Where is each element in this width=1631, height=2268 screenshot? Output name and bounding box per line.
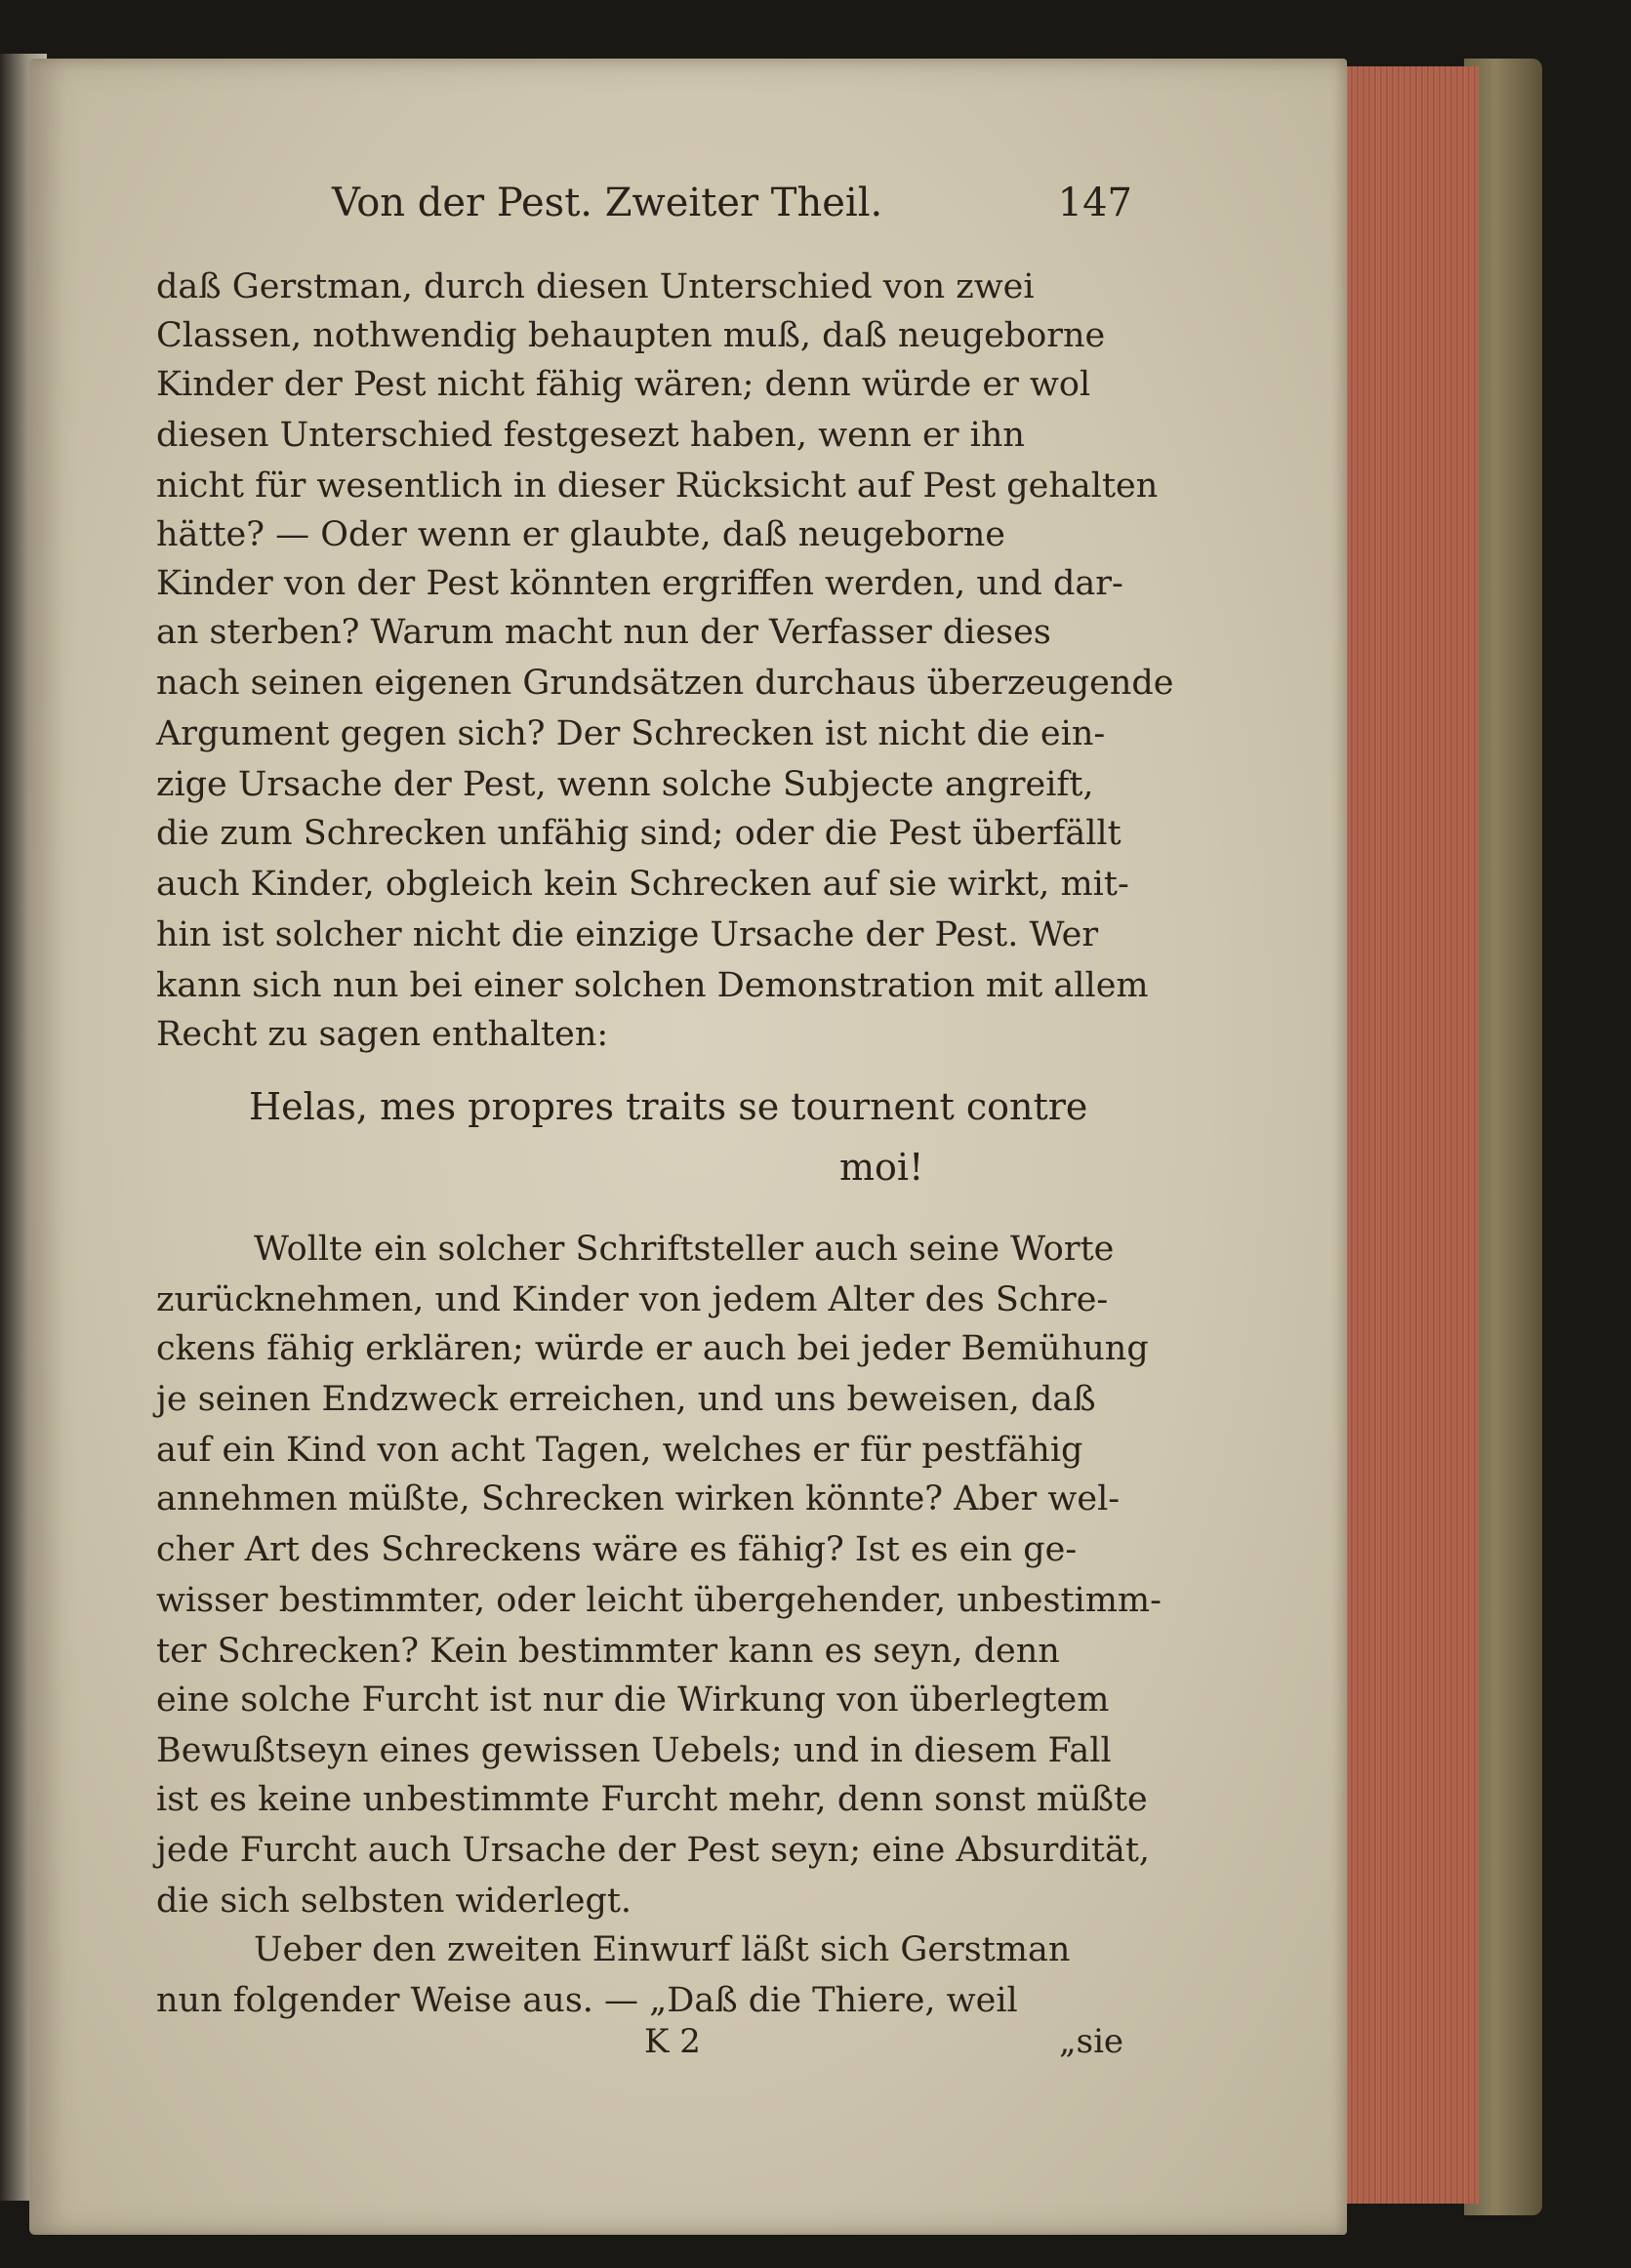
french-quote-line-1: Helas, mes propres traits se tournent contre bbox=[249, 1085, 1088, 1128]
text-line: nach seinen eigenen Grundsätzen durchaus überzeugende bbox=[156, 664, 1174, 703]
text-line: kann sich nun bei einer solchen Demonstration mit allem bbox=[156, 966, 1149, 1005]
text-line: Kinder der Pest nicht fähig wären; denn würde er wol bbox=[156, 365, 1091, 404]
text-line: wisser bestimmter, oder leicht übergehender, unbestimm- bbox=[156, 1581, 1162, 1620]
text-line: ckens fähig erklären; würde er auch bei jeder Bemühung bbox=[156, 1329, 1149, 1368]
text-line: hätte? — Oder wenn er glaubte, daß neugeborne bbox=[156, 515, 1005, 554]
text-line: diesen Unterschied festgesezt haben, wenn er ihn bbox=[156, 416, 1025, 455]
text-line: annehmen müßte, Schrecken wirken könnte? Aber wel- bbox=[156, 1479, 1121, 1519]
text-line: Classen, nothwendig behaupten muß, daß neugeborne bbox=[156, 316, 1106, 355]
text-line: an sterben? Warum macht nun der Verfasser dieses bbox=[156, 613, 1051, 652]
running-header bbox=[332, 181, 1132, 239]
text-line: jede Furcht auch Ursache der Pest seyn; eine Absurdität, bbox=[156, 1831, 1151, 1870]
running-title: Von der Pest. Zweiter Theil. bbox=[332, 181, 883, 225]
text-line: ist es keine unbestimmte Furcht mehr, denn sonst müßte bbox=[156, 1780, 1148, 1819]
text-line: die zum Schrecken unfähig sind; oder die Pest überfällt bbox=[156, 814, 1121, 853]
page-fore-edge bbox=[1339, 66, 1479, 2204]
text-line: je seinen Endzweck erreichen, und uns beweisen, daß bbox=[156, 1380, 1096, 1419]
text-line: ter Schrecken? Kein bestimmter kann es seyn, denn bbox=[156, 1632, 1060, 1671]
text-line: Argument gegen sich? Der Schrecken ist nicht die ein- bbox=[156, 714, 1106, 753]
text-line: auf ein Kind von acht Tagen, welches er für pestfähig bbox=[156, 1431, 1083, 1470]
text-line: Wollte ein solcher Schriftsteller auch seine Worte bbox=[254, 1230, 1115, 1269]
text-line: auch Kinder, obgleich kein Schrecken auf sie wirkt, mit- bbox=[156, 865, 1129, 904]
text-line: Bewußtseyn eines gewissen Uebels; und in diesem Fall bbox=[156, 1731, 1112, 1770]
catchword: „sie bbox=[1059, 2022, 1124, 2061]
text-line: Ueber den zweiten Einwurf läßt sich Gerstman bbox=[254, 1930, 1071, 1969]
french-quote-line-2: moi! bbox=[839, 1146, 924, 1189]
text-line: zurücknehmen, und Kinder von jedem Alter des Schre- bbox=[156, 1280, 1109, 1319]
text-line: Recht zu sagen enthalten: bbox=[156, 1015, 609, 1054]
text-line: daß Gerstman, durch diesen Unterschied von zwei bbox=[156, 267, 1035, 306]
text-line: zige Ursache der Pest, wenn solche Subjecte angreift, bbox=[156, 765, 1094, 804]
text-line: cher Art des Schreckens wäre es fähig? Ist es ein ge- bbox=[156, 1530, 1078, 1569]
text-line: nicht für wesentlich in dieser Rücksicht auf Pest gehalten bbox=[156, 466, 1159, 506]
text-line: Kinder von der Pest könnten ergriffen werden, und dar- bbox=[156, 564, 1123, 603]
text-line: nun folgender Weise aus. — „Daß die Thiere, weil bbox=[156, 1981, 1018, 2020]
signature-mark: K 2 bbox=[644, 2022, 701, 2061]
text-line: die sich selbsten widerlegt. bbox=[156, 1882, 632, 1921]
text-line: hin ist solcher nicht die einzige Ursache der Pest. Wer bbox=[156, 915, 1099, 954]
page-number: 147 bbox=[1057, 181, 1132, 225]
text-line: eine solche Furcht ist nur die Wirkung von überlegtem bbox=[156, 1681, 1110, 1720]
